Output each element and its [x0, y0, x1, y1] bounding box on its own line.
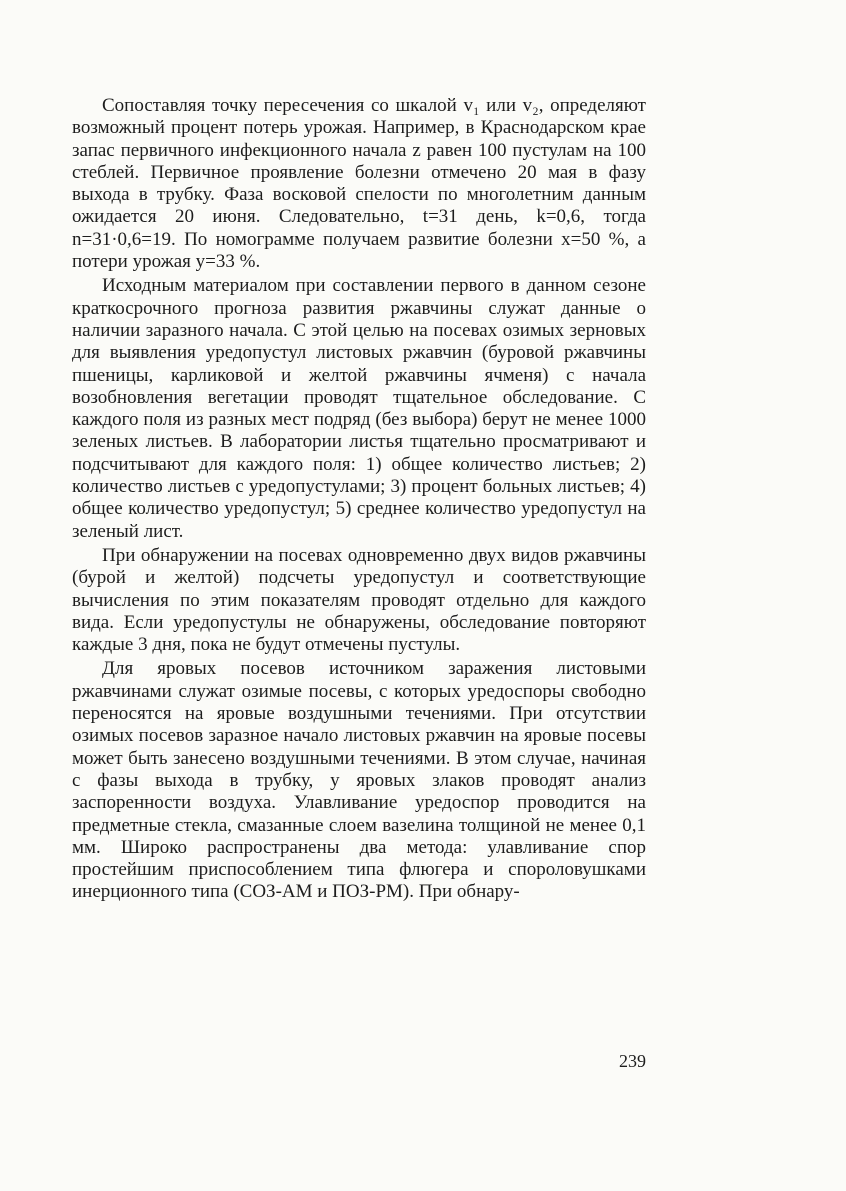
paragraph-1: Сопоставляя точку пересечения со шкалой v₁ или v₂, определяют возможный процент потерь урожая. Например, в Краснодарском крае запас первичного инфекционного начала z равен 100 пустулам на 100 стеблей. Первичное проявление болезни отмечено 20 мая в фазу выхода в трубку. Фаза восковой спелости по многолетним данным ожидается 20 июня. Следовательно, t=31 день, k=0,6, тогда n=31·0,6=19. По номограмме получаем развитие болезни x=50 %, а потери урожая y=33 %. [72, 95, 646, 273]
paragraph-3: При обнаружении на посевах одновременно двух видов ржавчины (бурой и желтой) подсчеты уредопустул и соответствующие вычисления по этим показателям проводят отдельно для каждого вида. Если уредопустулы не обнаружены, обследование повторяют каждые 3 дня, пока не будут отмечены пустулы. [72, 544, 646, 656]
page-number: 239 [619, 1051, 646, 1071]
paragraph-4: Для яровых посевов источником заражения листовыми ржавчинами служат озимые посевы, с которых уредоспоры свободно переносятся на яровые воздушными течениями. При отсутствии озимых посевов заразное начало листовых ржавчин на яровые посевы может быть занесено воздушными течениями. В этом случае, начиная с фазы выхода в трубку, у яровых злаков проводят анализ заспоренности воздуха. Улавливание уредоспор проводится на предметные стекла, смазанные слоем вазелина толщиной не менее 0,1 мм. Широко распространены два метода: улавливание спор простейшим приспособлением типа флюгера и спороловушками инерционного типа (СОЗ-АМ и ПОЗ-РМ). При обнару- [72, 658, 646, 903]
paragraph-2: Исходным материалом при составлении первого в данном сезоне краткосрочного прогноза развития ржавчины служат данные о наличии заразного начала. С этой целью на посевах озимых зерновых для выявления уредопустул листовых ржавчин (буровой ржавчины пшеницы, карликовой и желтой ржавчины ячменя) с начала возобновления вегетации проводят тщательное обследование. С каждого поля из разных мест подряд (без выбора) берут не менее 1000 зеленых листьев. В лаборатории листья тщательно просматривают и подсчитывают для каждого поля: 1) общее количество листьев; 2) количество листьев с уредопустулами; 3) процент больных листьев; 4) общее количество уредопустул; 5) среднее количество уредопустул на зеленый лист. [72, 275, 646, 542]
body-text [72, 95, 646, 904]
